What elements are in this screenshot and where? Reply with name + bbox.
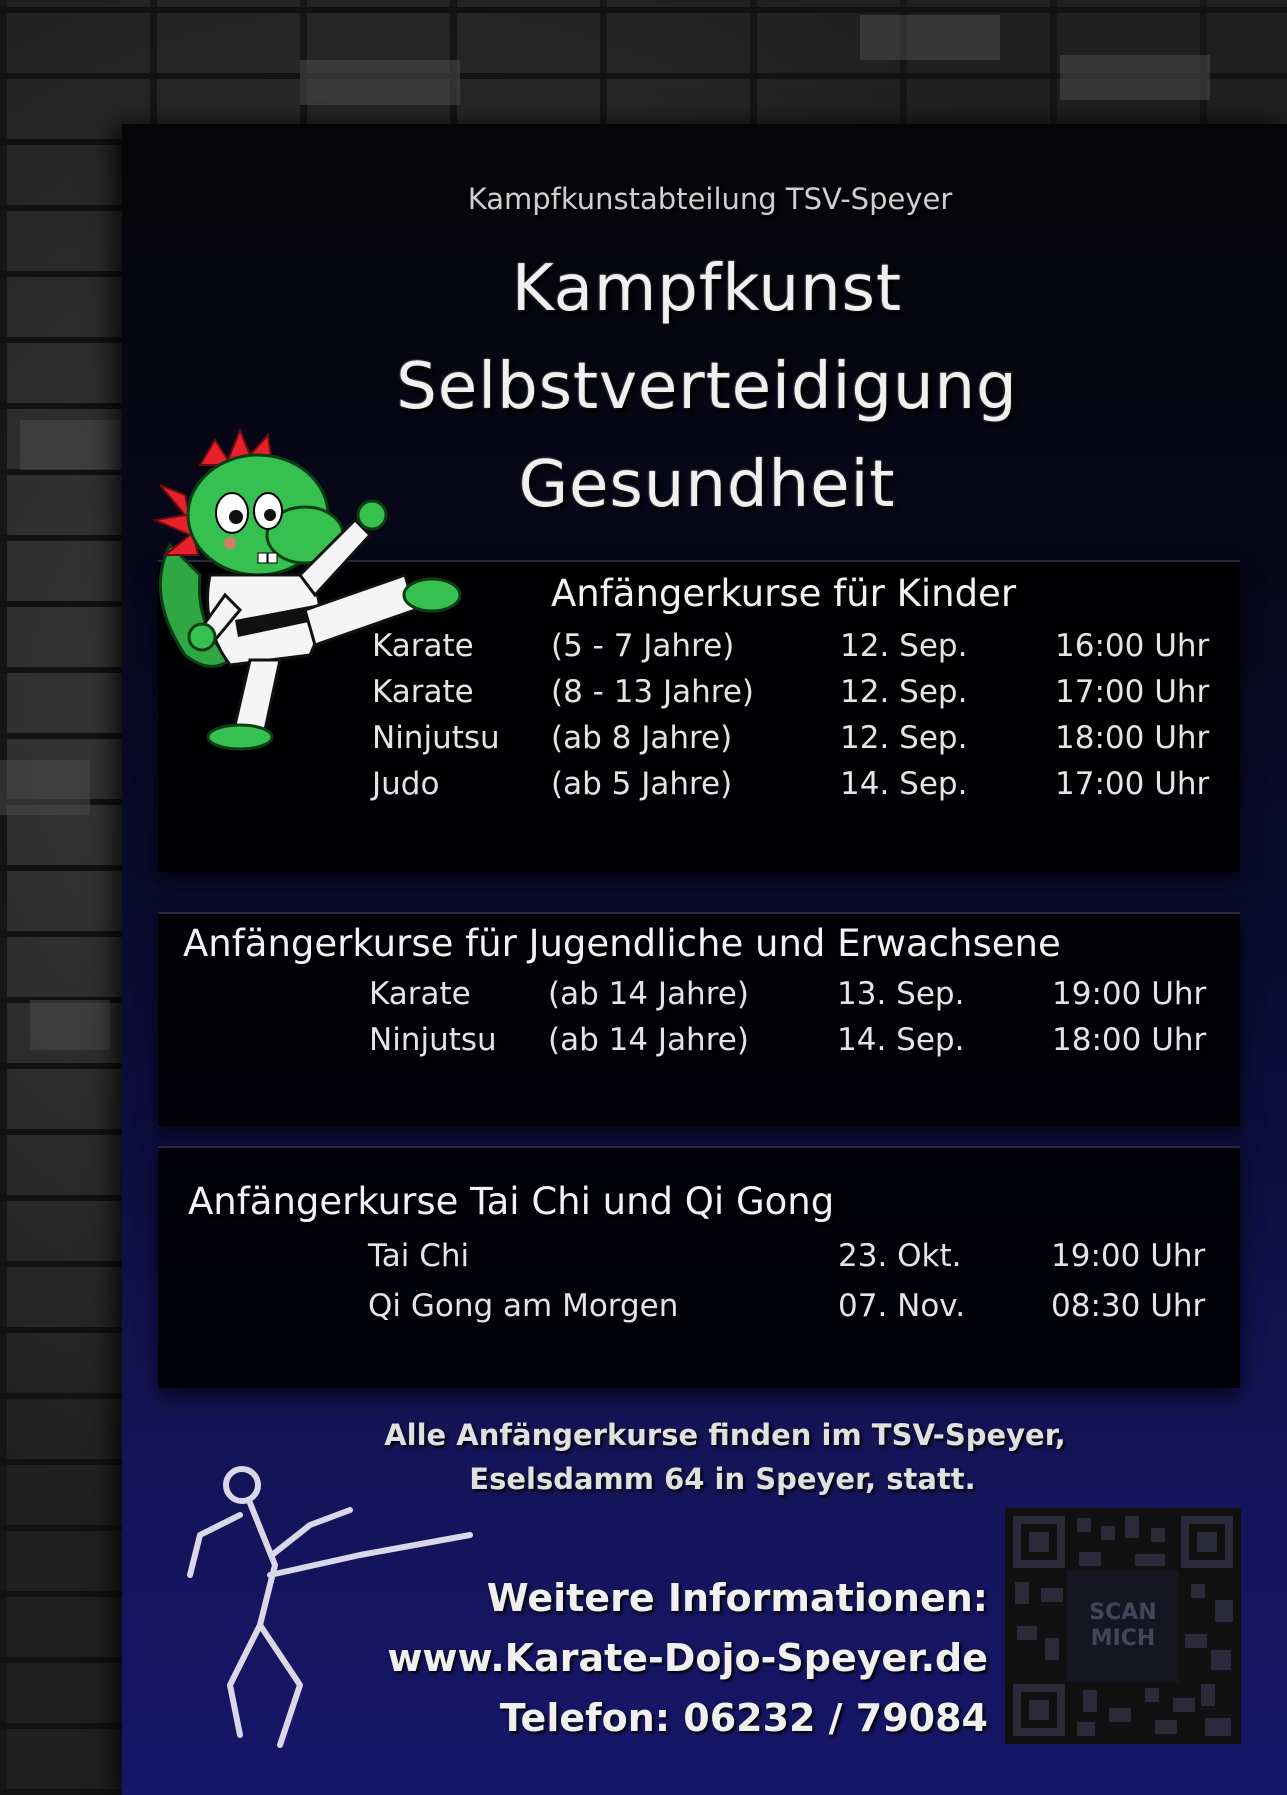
- kinder-row-4-datum: 14. Sep.: [840, 766, 968, 802]
- jugend-row-1-kurs: Karate: [369, 976, 471, 1012]
- brick: [30, 1000, 110, 1050]
- jugend-row-1-alter: (ab 14 Jahre): [548, 976, 749, 1012]
- kinder-row-2-datum: 12. Sep.: [840, 674, 968, 710]
- qr-mich-label: MICH: [1090, 1626, 1156, 1651]
- taichi-row-1-datum: 23. Okt.: [838, 1238, 962, 1274]
- kinder-row-4-zeit: 17:00 Uhr: [1055, 766, 1210, 802]
- kinder-row-4-alter: (ab 5 Jahre): [551, 766, 733, 802]
- address-line-2: Eselsdamm 64 in Speyer, statt.: [469, 1462, 976, 1496]
- brick: [860, 15, 1000, 60]
- kinder-row-2-kurs: Karate: [372, 674, 474, 710]
- jugend-row-2-kurs: Ninjutsu: [369, 1022, 497, 1058]
- jugend-row-1-datum: 13. Sep.: [837, 976, 965, 1012]
- jugend-row-1-zeit: 19:00 Uhr: [1052, 976, 1207, 1012]
- info-title: Weitere Informationen:: [486, 1576, 988, 1620]
- website-link[interactable]: www.Karate-Dojo-Speyer.de: [387, 1636, 988, 1680]
- kinder-row-1-alter: (5 - 7 Jahre): [551, 628, 735, 664]
- headline-kampfkunst: Kampfkunst: [511, 252, 903, 326]
- kinder-row-2-alter: (8 - 13 Jahre): [551, 674, 755, 710]
- kinder-row-4-kurs: Judo: [372, 766, 440, 802]
- jugend-row-2-zeit: 18:00 Uhr: [1052, 1022, 1207, 1058]
- headline-gesundheit: Gesundheit: [518, 448, 896, 522]
- brick: [0, 760, 90, 815]
- kinder-row-2-zeit: 17:00 Uhr: [1055, 674, 1210, 710]
- taichi-row-1-zeit: 19:00 Uhr: [1051, 1238, 1206, 1274]
- kinder-row-3-zeit: 18:00 Uhr: [1055, 720, 1210, 756]
- jugend-row-2-datum: 14. Sep.: [837, 1022, 965, 1058]
- kinder-row-1-datum: 12. Sep.: [840, 628, 968, 664]
- kinder-row-3-kurs: Ninjutsu: [372, 720, 500, 756]
- headline-selbstverteidigung: Selbstverteidigung: [396, 350, 1018, 424]
- brick: [300, 60, 460, 105]
- jugend-row-2-alter: (ab 14 Jahre): [548, 1022, 749, 1058]
- taichi-row-2-zeit: 08:30 Uhr: [1051, 1288, 1206, 1324]
- jugend-title: Anfängerkurse für Jugendliche und Erwachsene: [183, 922, 1061, 965]
- taichi-row-2-datum: 07. Nov.: [838, 1288, 966, 1324]
- kinder-row-1-zeit: 16:00 Uhr: [1055, 628, 1210, 664]
- kinder-row-1-kurs: Karate: [372, 628, 474, 664]
- kinder-row-3-datum: 12. Sep.: [840, 720, 968, 756]
- taichi-title: Anfängerkurse Tai Chi und Qi Gong: [188, 1180, 835, 1223]
- taichi-row-1-kurs: Tai Chi: [368, 1238, 470, 1274]
- phone-number: Telefon: 06232 / 79084: [499, 1696, 988, 1740]
- kinder-row-3-alter: (ab 8 Jahre): [551, 720, 733, 756]
- address-line-1: Alle Anfängerkurse finden im TSV-Speyer,: [384, 1418, 1066, 1452]
- club-subtitle: Kampfkunstabteilung TSV-Speyer: [467, 182, 953, 216]
- taichi-row-2-kurs: Qi Gong am Morgen: [368, 1288, 679, 1324]
- brick: [1060, 55, 1210, 100]
- kinder-title: Anfängerkurse für Kinder: [551, 572, 1017, 615]
- qr-code[interactable]: [1005, 1508, 1241, 1744]
- qr-scan-label: SCAN: [1089, 1600, 1157, 1625]
